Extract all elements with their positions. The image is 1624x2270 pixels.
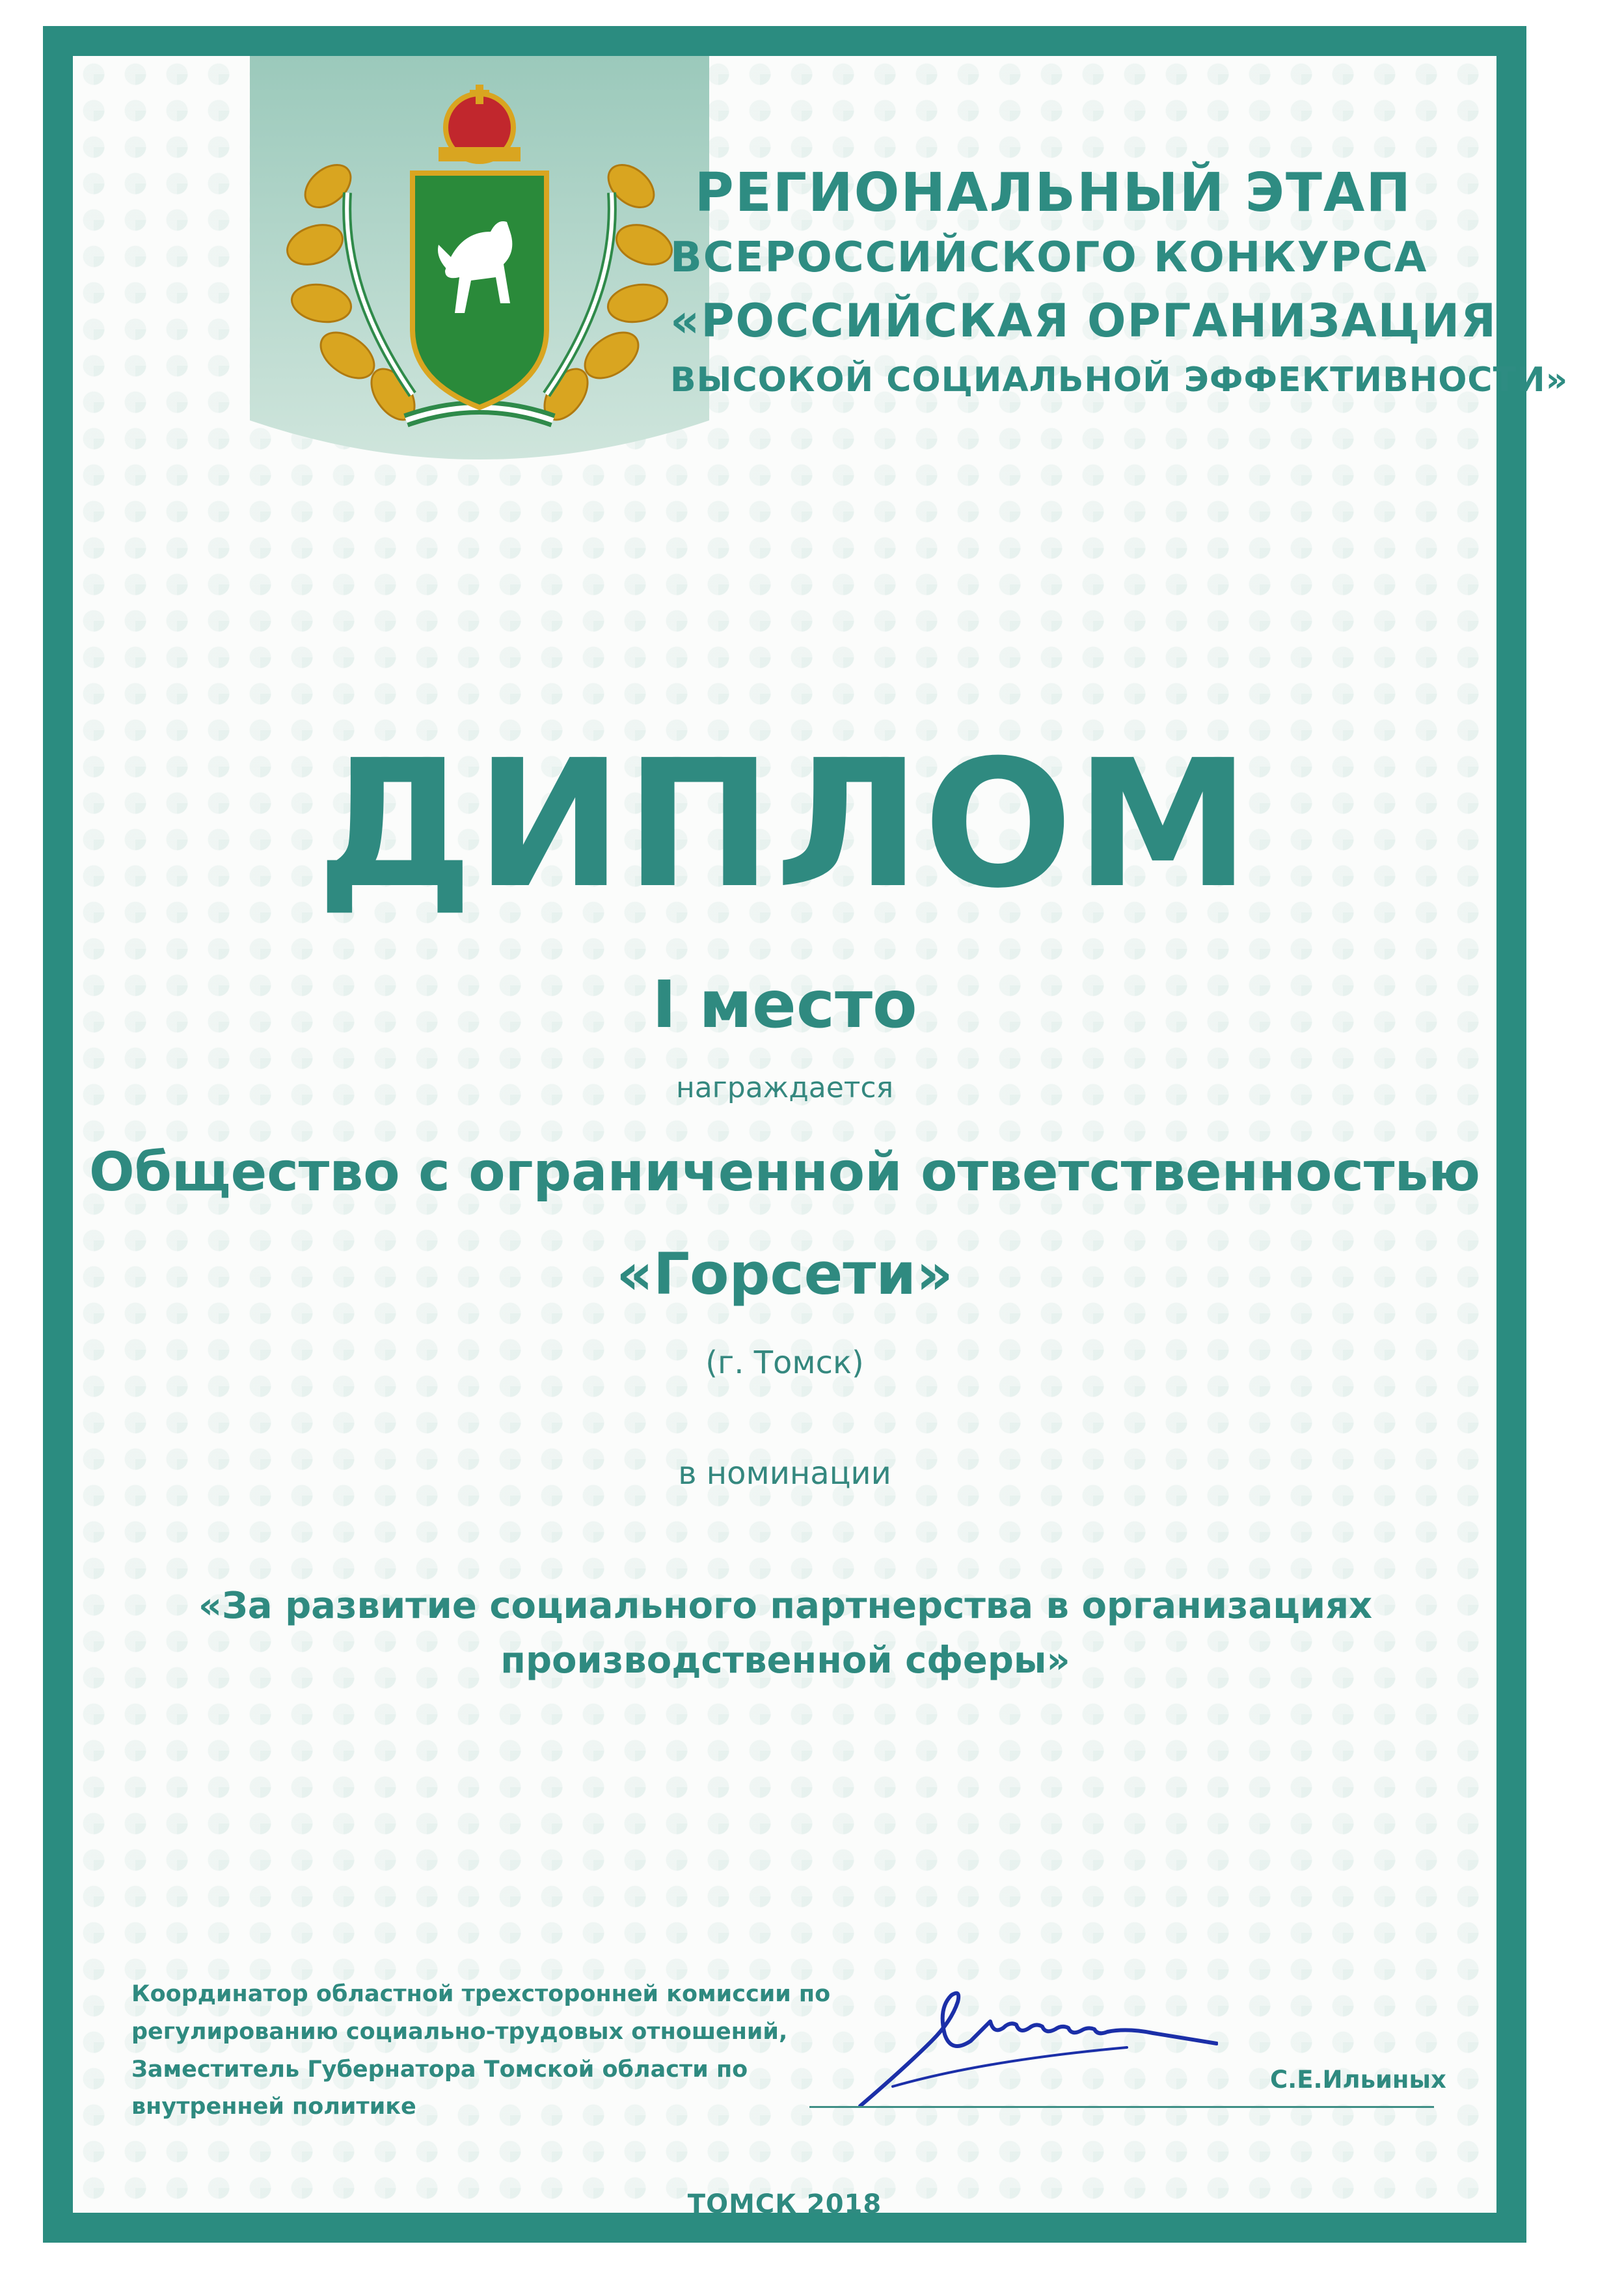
diploma-sheet <box>73 56 1569 2219</box>
signature-icon <box>854 1963 1218 2119</box>
header-line-2: ВСЕРОССИЙСКОГО КОНКУРСА <box>670 234 1428 282</box>
organization-type: Общество с ограниченной ответственностью <box>88 1142 1481 1203</box>
signatory-title <box>131 1976 831 2126</box>
header-line-1: РЕГИОНАЛЬНЫЙ ЭТАП <box>694 162 1412 224</box>
signatory-name: С.Е.Ильиных <box>1270 2066 1446 2094</box>
organization-name: «Горсети» <box>616 1240 953 1307</box>
signatory-title-line: внутренней политике <box>131 2094 416 2120</box>
page-frame <box>43 26 1569 2243</box>
awarded-label: награждается <box>675 1071 894 1104</box>
diploma-title: ДИПЛОМ <box>316 722 1253 927</box>
contest-header <box>670 162 1569 400</box>
signatory-title-line: регулированию социально-трудовых отношений, <box>131 2018 788 2045</box>
nomination-label: в номинации <box>678 1455 891 1492</box>
nomination-title: «За развитие социального партнерства в организациях производственной сферы» <box>198 1585 1373 1682</box>
signatory-title-line: Координатор областной трехсторонней комиссии по <box>131 1981 831 2007</box>
tomsk-coat-of-arms-icon <box>250 56 709 472</box>
organization-city: (г. Томск) <box>705 1345 864 1381</box>
place-label: I место <box>652 966 917 1043</box>
header-line-4: ВЫСОКОЙ СОЦИАЛЬНОЙ ЭФФЕКТИВНОСТИ» <box>670 361 1569 400</box>
signatory-title-line: Заместитель Губернатора Томской области по <box>131 2056 748 2083</box>
header-line-3: «РОССИЙСКАЯ ОРГАНИЗАЦИЯ <box>670 294 1498 348</box>
signature-line <box>809 2106 1434 2108</box>
place-and-year: ТОМСК 2018 <box>687 2189 882 2219</box>
emblem-panel <box>250 56 709 472</box>
